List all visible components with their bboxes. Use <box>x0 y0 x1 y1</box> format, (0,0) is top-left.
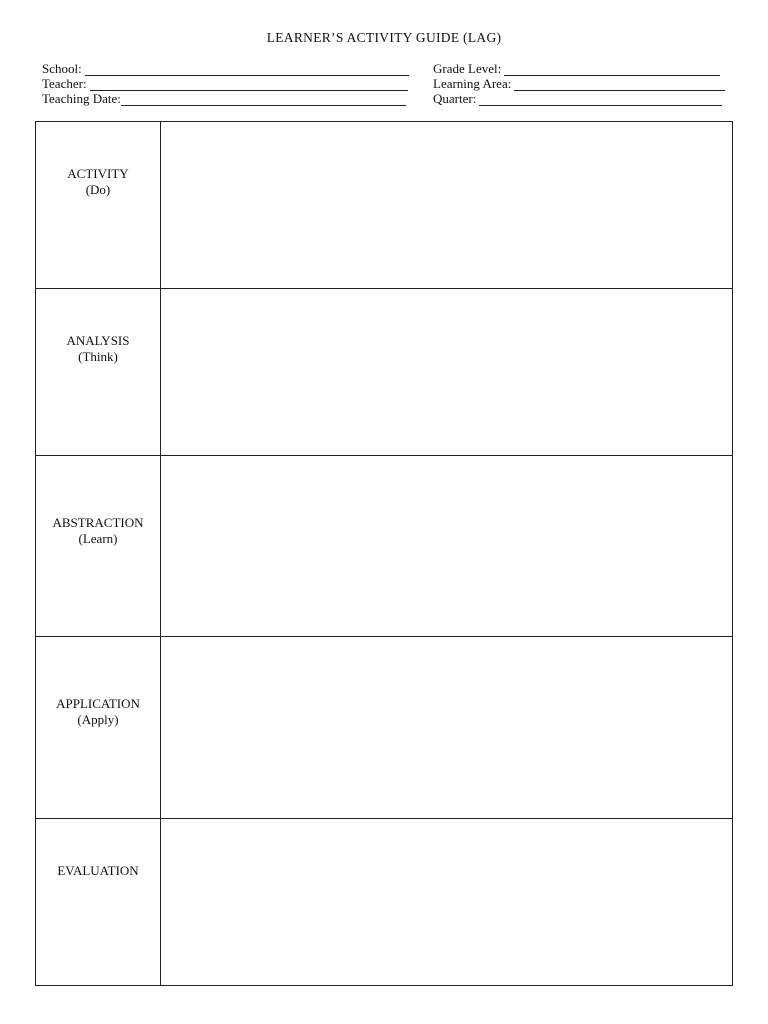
teaching-date-blank-line[interactable] <box>121 94 406 106</box>
stage-cell-activity <box>36 122 161 289</box>
learning-area-blank-line[interactable] <box>514 79 725 91</box>
grade-level-blank-line[interactable] <box>504 64 720 76</box>
quarter-field[interactable] <box>433 92 722 107</box>
abstraction-answer-space[interactable] <box>161 456 733 637</box>
activity-guide-table <box>35 121 733 986</box>
table-row-analysis <box>36 289 733 456</box>
stage-cell-analysis <box>36 289 161 456</box>
quarter-blank-line[interactable] <box>479 94 722 106</box>
school-label: School: <box>42 61 82 76</box>
table-row-activity <box>36 122 733 289</box>
table-row-application <box>36 637 733 819</box>
stage-sub-abstraction: (Learn) <box>78 531 118 546</box>
teaching-date-label: Teaching Date: <box>42 91 121 106</box>
stage-cell-abstraction <box>36 456 161 637</box>
application-answer-space[interactable] <box>161 637 733 819</box>
table-row-abstraction <box>36 456 733 637</box>
analysis-answer-space[interactable] <box>161 289 733 456</box>
teacher-blank-line[interactable] <box>90 79 408 91</box>
stage-label-evaluation: EVALUATION <box>57 863 139 878</box>
evaluation-answer-space[interactable] <box>161 819 733 986</box>
stage-cell-application <box>36 637 161 819</box>
stage-label-activity: ACTIVITY <box>67 166 129 181</box>
stage-label-analysis: ANALYSIS <box>66 333 130 348</box>
school-blank-line[interactable] <box>85 64 409 76</box>
grade-level-label: Grade Level: <box>433 61 502 76</box>
stage-sub-application: (Apply) <box>77 712 119 727</box>
school-field[interactable] <box>42 62 409 77</box>
stage-cell-evaluation <box>36 819 161 986</box>
activity-answer-space[interactable] <box>161 122 733 289</box>
stage-sub-analysis: (Think) <box>78 349 118 364</box>
learning-area-field[interactable] <box>433 77 725 92</box>
page-title: LEARNER’S ACTIVITY GUIDE (LAG) <box>266 30 502 45</box>
teaching-date-field[interactable] <box>42 92 406 107</box>
teacher-field[interactable] <box>42 77 408 92</box>
stage-label-abstraction: ABSTRACTION <box>52 515 144 530</box>
stage-sub-activity: (Do) <box>85 182 111 197</box>
stage-label-application: APPLICATION <box>56 696 140 711</box>
table-row-evaluation <box>36 819 733 986</box>
quarter-label: Quarter: <box>433 91 477 106</box>
teacher-label: Teacher: <box>42 76 87 91</box>
learning-area-label: Learning Area: <box>433 76 512 91</box>
grade-level-field[interactable] <box>433 62 720 77</box>
